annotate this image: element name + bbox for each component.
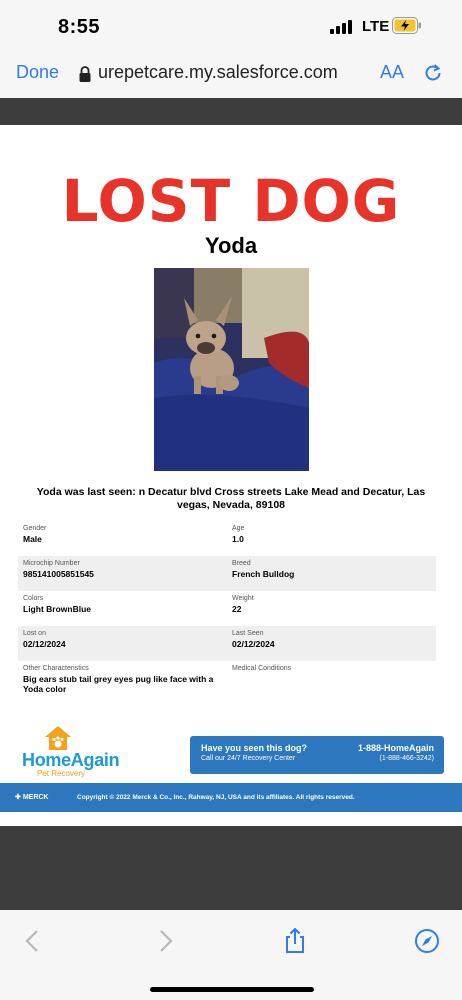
pet-name: Yoda: [204, 233, 258, 258]
done-button[interactable]: Done: [16, 62, 60, 82]
other-characteristics-field: [18, 661, 227, 705]
field-label: Breed: [232, 560, 251, 567]
microchip-field: [18, 556, 227, 591]
details-row: [18, 591, 436, 626]
flyer-footer: [0, 783, 462, 812]
battery-icon: [392, 17, 422, 34]
forward-icon[interactable]: [152, 928, 178, 954]
cta-subtitle: Call our 24/7 Recovery Center: [201, 755, 296, 762]
field-value: French Bulldog: [232, 569, 295, 579]
status-bar: [0, 0, 462, 52]
field-label: Lost on: [23, 630, 46, 637]
reload-icon[interactable]: [422, 62, 444, 84]
dog-photo: [154, 268, 309, 471]
flyer-headline: LOST DOG: [61, 167, 401, 235]
pet-details: [18, 521, 436, 705]
share-icon[interactable]: [282, 928, 308, 954]
page-background-top: [0, 98, 462, 125]
field-value: 02/12/2024: [232, 639, 275, 649]
breed-field: [227, 556, 436, 591]
weight-field: [227, 591, 436, 626]
details-row: [18, 556, 436, 591]
browser-top-bar: [0, 52, 462, 98]
homeagain-logo: [22, 725, 136, 779]
field-value: Male: [23, 534, 42, 544]
details-row: [18, 626, 436, 661]
medical-conditions-field: [227, 661, 436, 705]
field-label: Other Characteristics: [23, 665, 89, 672]
details-row: [18, 521, 436, 556]
company-name: MERCK: [22, 794, 49, 801]
brand-tagline: Pet Recovery: [37, 769, 86, 778]
house-paw-icon: [44, 725, 72, 751]
brand-name: HomeAgain: [22, 750, 120, 770]
field-value: Light BrownBlue: [23, 604, 91, 614]
compass-icon[interactable]: [414, 928, 440, 954]
field-value: 02/12/2024: [23, 639, 66, 649]
field-value: 1.0: [232, 534, 244, 544]
age-field: [227, 521, 436, 556]
field-label: Microchip Number: [23, 560, 80, 567]
field-value: Big ears stub tail grey eyes pug like face with a Yoda color: [23, 674, 214, 694]
home-indicator: [150, 987, 314, 992]
merck-mark-icon: ✚: [15, 794, 23, 801]
field-value: 985141005851545: [23, 569, 94, 579]
signal-icon: [330, 20, 356, 34]
cta-question: Have you seen this dog?: [201, 743, 308, 753]
lock-icon: [78, 65, 92, 83]
recovery-center-banner[interactable]: [190, 736, 444, 774]
cta-phone-numeric[interactable]: (1-888-466-3242): [379, 755, 434, 762]
field-value: 22: [232, 604, 242, 614]
field-label: Medical Conditions: [232, 665, 292, 672]
cta-phone[interactable]: 1-888-HomeAgain: [357, 743, 434, 753]
lost-dog-flyer: [0, 125, 462, 826]
gender-field: [18, 521, 227, 556]
text-size-button[interactable]: [380, 62, 404, 83]
details-row: [18, 661, 436, 705]
url-field[interactable]: urepetcare.my.salesforce.com: [98, 62, 338, 82]
back-icon[interactable]: [20, 928, 46, 954]
copyright-text: Copyright © 2022 Merck & Co., Inc., Rahway, NJ, USA and its affiliates. All rights reserved.: [77, 794, 355, 801]
clock: 8:55: [58, 16, 101, 38]
network-label: LTE: [362, 18, 390, 35]
last-seen-text: Yoda was last seen: n Decatur blvd Cross streets Lake Mead and Decatur, Las vegas, Nevada, 89108: [36, 486, 426, 511]
browser-toolbar: [0, 910, 462, 1000]
field-label: Last Seen: [232, 630, 264, 637]
text-size-label: AA: [380, 62, 405, 82]
last-seen-field: [227, 626, 436, 661]
page-background-bottom: [0, 826, 462, 910]
field-label: Age: [232, 525, 245, 532]
colors-field: [18, 591, 227, 626]
field-label: Weight: [232, 595, 254, 602]
field-label: Gender: [23, 525, 47, 532]
field-label: Colors: [23, 595, 44, 602]
merck-logo: [15, 793, 48, 801]
lost-on-field: [18, 626, 227, 661]
